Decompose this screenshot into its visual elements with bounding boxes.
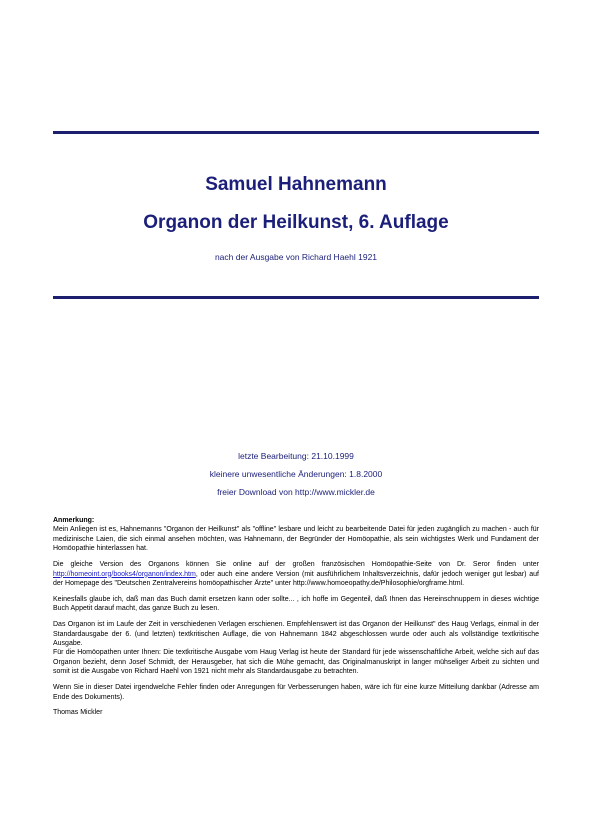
notes-paragraph-appetite: Keinesfalls glaube ich, daß man das Buch damit ersetzen kann oder sollte... , ich hoffe im Gegenteil, daß Ihnen das Hereinschnuppern in dieses wichtige Buch Appetit darauf macht, das ganze Buch zu lesen. [53,595,539,613]
edition-note: nach der Ausgabe von Richard Haehl 1921 [214,252,378,262]
author-name: Samuel Hahnemann [205,174,387,195]
signature: Thomas Mickler [53,709,103,717]
notes-paragraph-online-versions [53,560,539,588]
bottom-rule [53,296,539,299]
document-title: Organon der Heilkunst, 6. Auflage [143,212,449,233]
homeoint-link[interactable]: http://homeoint.org/books4/organon/index.htm [53,570,196,578]
notes-heading: Anmerkung: [53,517,95,524]
online-versions-text-end: , oder auch eine andere Version (mit ausführlichem Inhaltsverzeichnis, dafür jedoch weniger gut lesbar) auf der Homepage des "Deutschen Zentralvereins homöopathischer Ärzte" unter http://www.homoeopathy.de/Philosophie/orgframe.html. [53,570,539,587]
notes-paragraph-intent: Mein Anliegen ist es, Hahnemanns "Organon der Heilkunst" als "offline" lesbare und leicht zu bearbeitende Datei für jeden zugänglich zu machen - auch für medizinische Laien, die sich einmal ansehen möchten, was Hahnemann, der Begründer der Homöopathie, als sein wichtigstes Werk und Fundament der Homöopathie hinterlassen hat. [53,526,539,553]
notes-section [53,516,539,718]
notes-paragraph-feedback: Wenn Sie in dieser Datei irgendwelche Fehler finden oder Anregungen für Verbesserungen haben, wäre ich für eine kurze Mitteilung dankbar (Adresse am Ende des Dokuments). [53,684,539,701]
download-note: freier Download von http://www.mickler.de [217,487,375,497]
online-versions-text-start: Die gleiche Version des Organons können Sie online auf der großen französischen Homöopathie-Seite von Dr. Seror finden unter [53,561,539,569]
last-edit-date: letzte Bearbeitung: 21.10.1999 [238,451,354,461]
minor-changes-date: kleinere unwesentliche Änderungen: 1.8.2000 [209,469,383,479]
notes-paragraph-editions: Das Organon ist im Laufe der Zeit in verschiedenen Verlagen erschienen. Empfehlenswert ist das Organon der Heilkunst" des Haug Verlags, einmal in der Standardausgabe der 6. (und letzten) textkritischen Auflage, die von Hahnemann 1842 abgeschlossen wurde oder auch als vollständige textkritische Ausgabe. [53,621,539,647]
notes-paragraph-homeopaths: Für die Homöopathen unter Ihnen: Die textkritische Ausgabe vom Haug Verlag ist heute der Standard für jede wissenschaftliche Arbeit, welche sich auf das Organon bezieht, denn Josef Schmidt, der Herausgeber, hat sich die Mühe gemacht, das Originalmanuskript in langer mühseliger Arbeit zu sichten und somit ist die Ausgabe von Richard Haehl von 1921 nicht mehr als Standardausgabe zu betrachten. [53,649,539,676]
top-rule [53,131,539,134]
